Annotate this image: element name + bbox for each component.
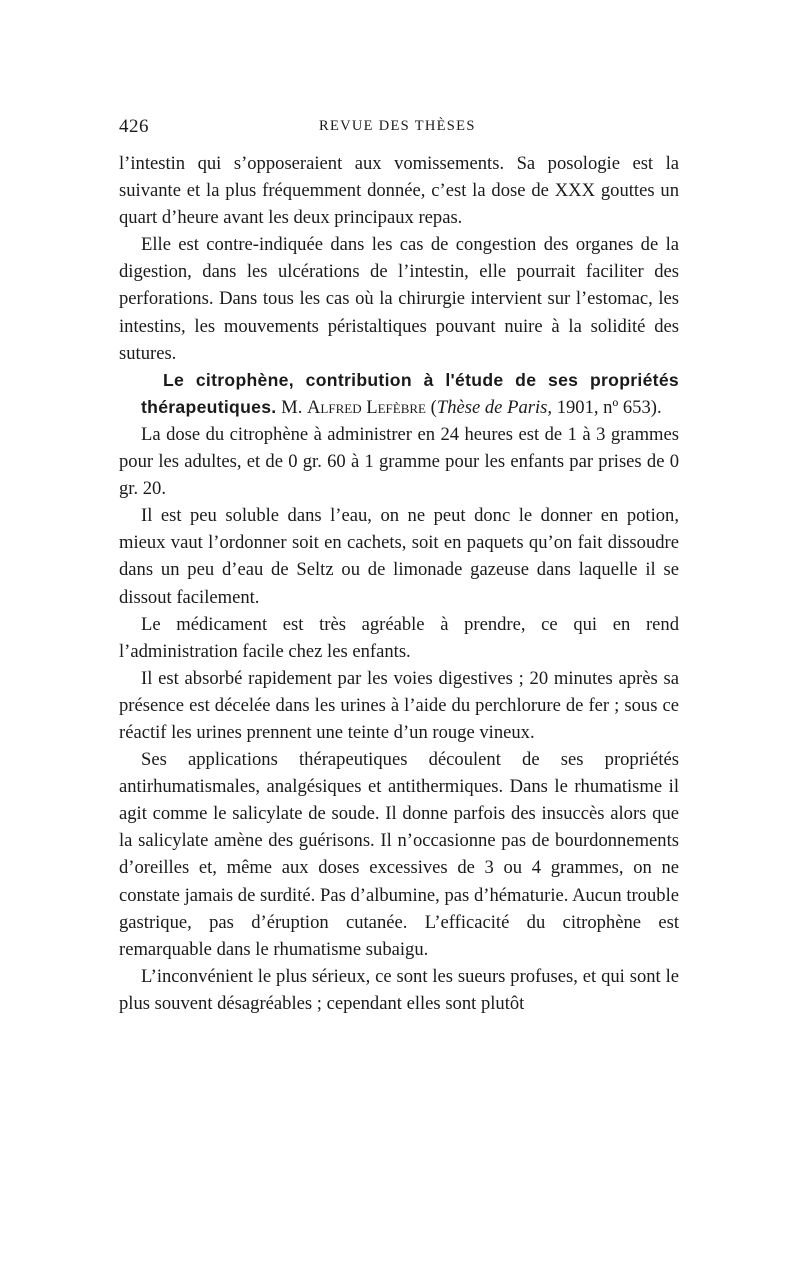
- body-text: [119, 150, 679, 1017]
- author-prefix: M.: [281, 396, 303, 418]
- article-heading: [119, 367, 679, 421]
- paragraph-contraindications: Elle est contre-indiquée dans les cas de congestion des organes de la digestion, dans les ulcérations de l’intestin, elle pourrait faciliter des perforations. Dans tous les cas où la chirurgie intervient sur l’estomac, les intestins, les mouvements péristaltiques pouvant nuire à la solidité des sutures.: [119, 234, 679, 364]
- citation-details: 1901, nº 653).: [556, 396, 662, 418]
- paragraph-side-effects: L’inconvénient le plus sérieux, ce sont les sueurs profuses, et qui sont le plus souvent désagréables ; cependant elles sont plutôt: [119, 965, 679, 1014]
- running-title: REVUE DES THÈSES: [319, 118, 476, 134]
- citation-source: Thèse de Paris,: [436, 396, 553, 418]
- citation-open: (: [430, 396, 437, 418]
- paragraph-applications: Ses applications thérapeutiques découlent de ses propriétés antirhumatismales, analgésiques et antithermiques. Dans le rhumatisme il agit comme le salicylate de soude. Il donne parfois des insuccès alors que la salicylate amène des guérisons. Il n’occasionne pas de bourdonnements d’oreilles et, même aux doses excessives de 3 ou 4 grammes, on ne constate jamais de surdité. Pas d’albumine, pas d’hématurie. Aucun trouble gastrique, pas d’éruption cutanée. L’efficacité du citrophène est remarquable dans le rhumatisme subaigu.: [119, 749, 679, 960]
- paragraph-solubility: Il est peu soluble dans l’eau, on ne peut donc le donner en potion, mieux vaut l’ordonner soit en cachets, soit en paquets qu’on fait dissoudre dans un peu d’eau de Seltz ou de limonade gazeuse dans laquelle il se dissout facilement.: [119, 505, 679, 608]
- paragraph-absorption: Il est absorbé rapidement par les voies digestives ; 20 minutes après sa présence est décelée dans les urines à l’aide du perchlorure de fer ; sous ce réactif les urines prennent une teinte d’un rouge vineux.: [119, 667, 679, 743]
- author-name: Alfred Lefèbre: [307, 396, 426, 418]
- page-header: [119, 116, 679, 140]
- page-number: 426: [119, 116, 149, 137]
- paragraph-dosage: La dose du citrophène à administrer en 24 heures est de 1 à 3 grammes pour les adultes, et de 0 gr. 60 à 1 gramme pour les enfants par prises de 0 gr. 20.: [119, 423, 679, 500]
- paragraph-continuation: l’intestin qui s’opposeraient aux vomissements. Sa posologie est la suivante et la plus fréquemment donnée, c’est la dose de XXX gouttes un quart d’heure avant les deux principaux repas.: [119, 153, 679, 229]
- paragraph-taste: Le médicament est très agréable à prendre, ce qui en rend l’administration facile chez les enfants.: [119, 613, 679, 662]
- article-title: Le citrophène, contribution à l'étude de ses propriétés thérapeutiques.: [141, 369, 679, 417]
